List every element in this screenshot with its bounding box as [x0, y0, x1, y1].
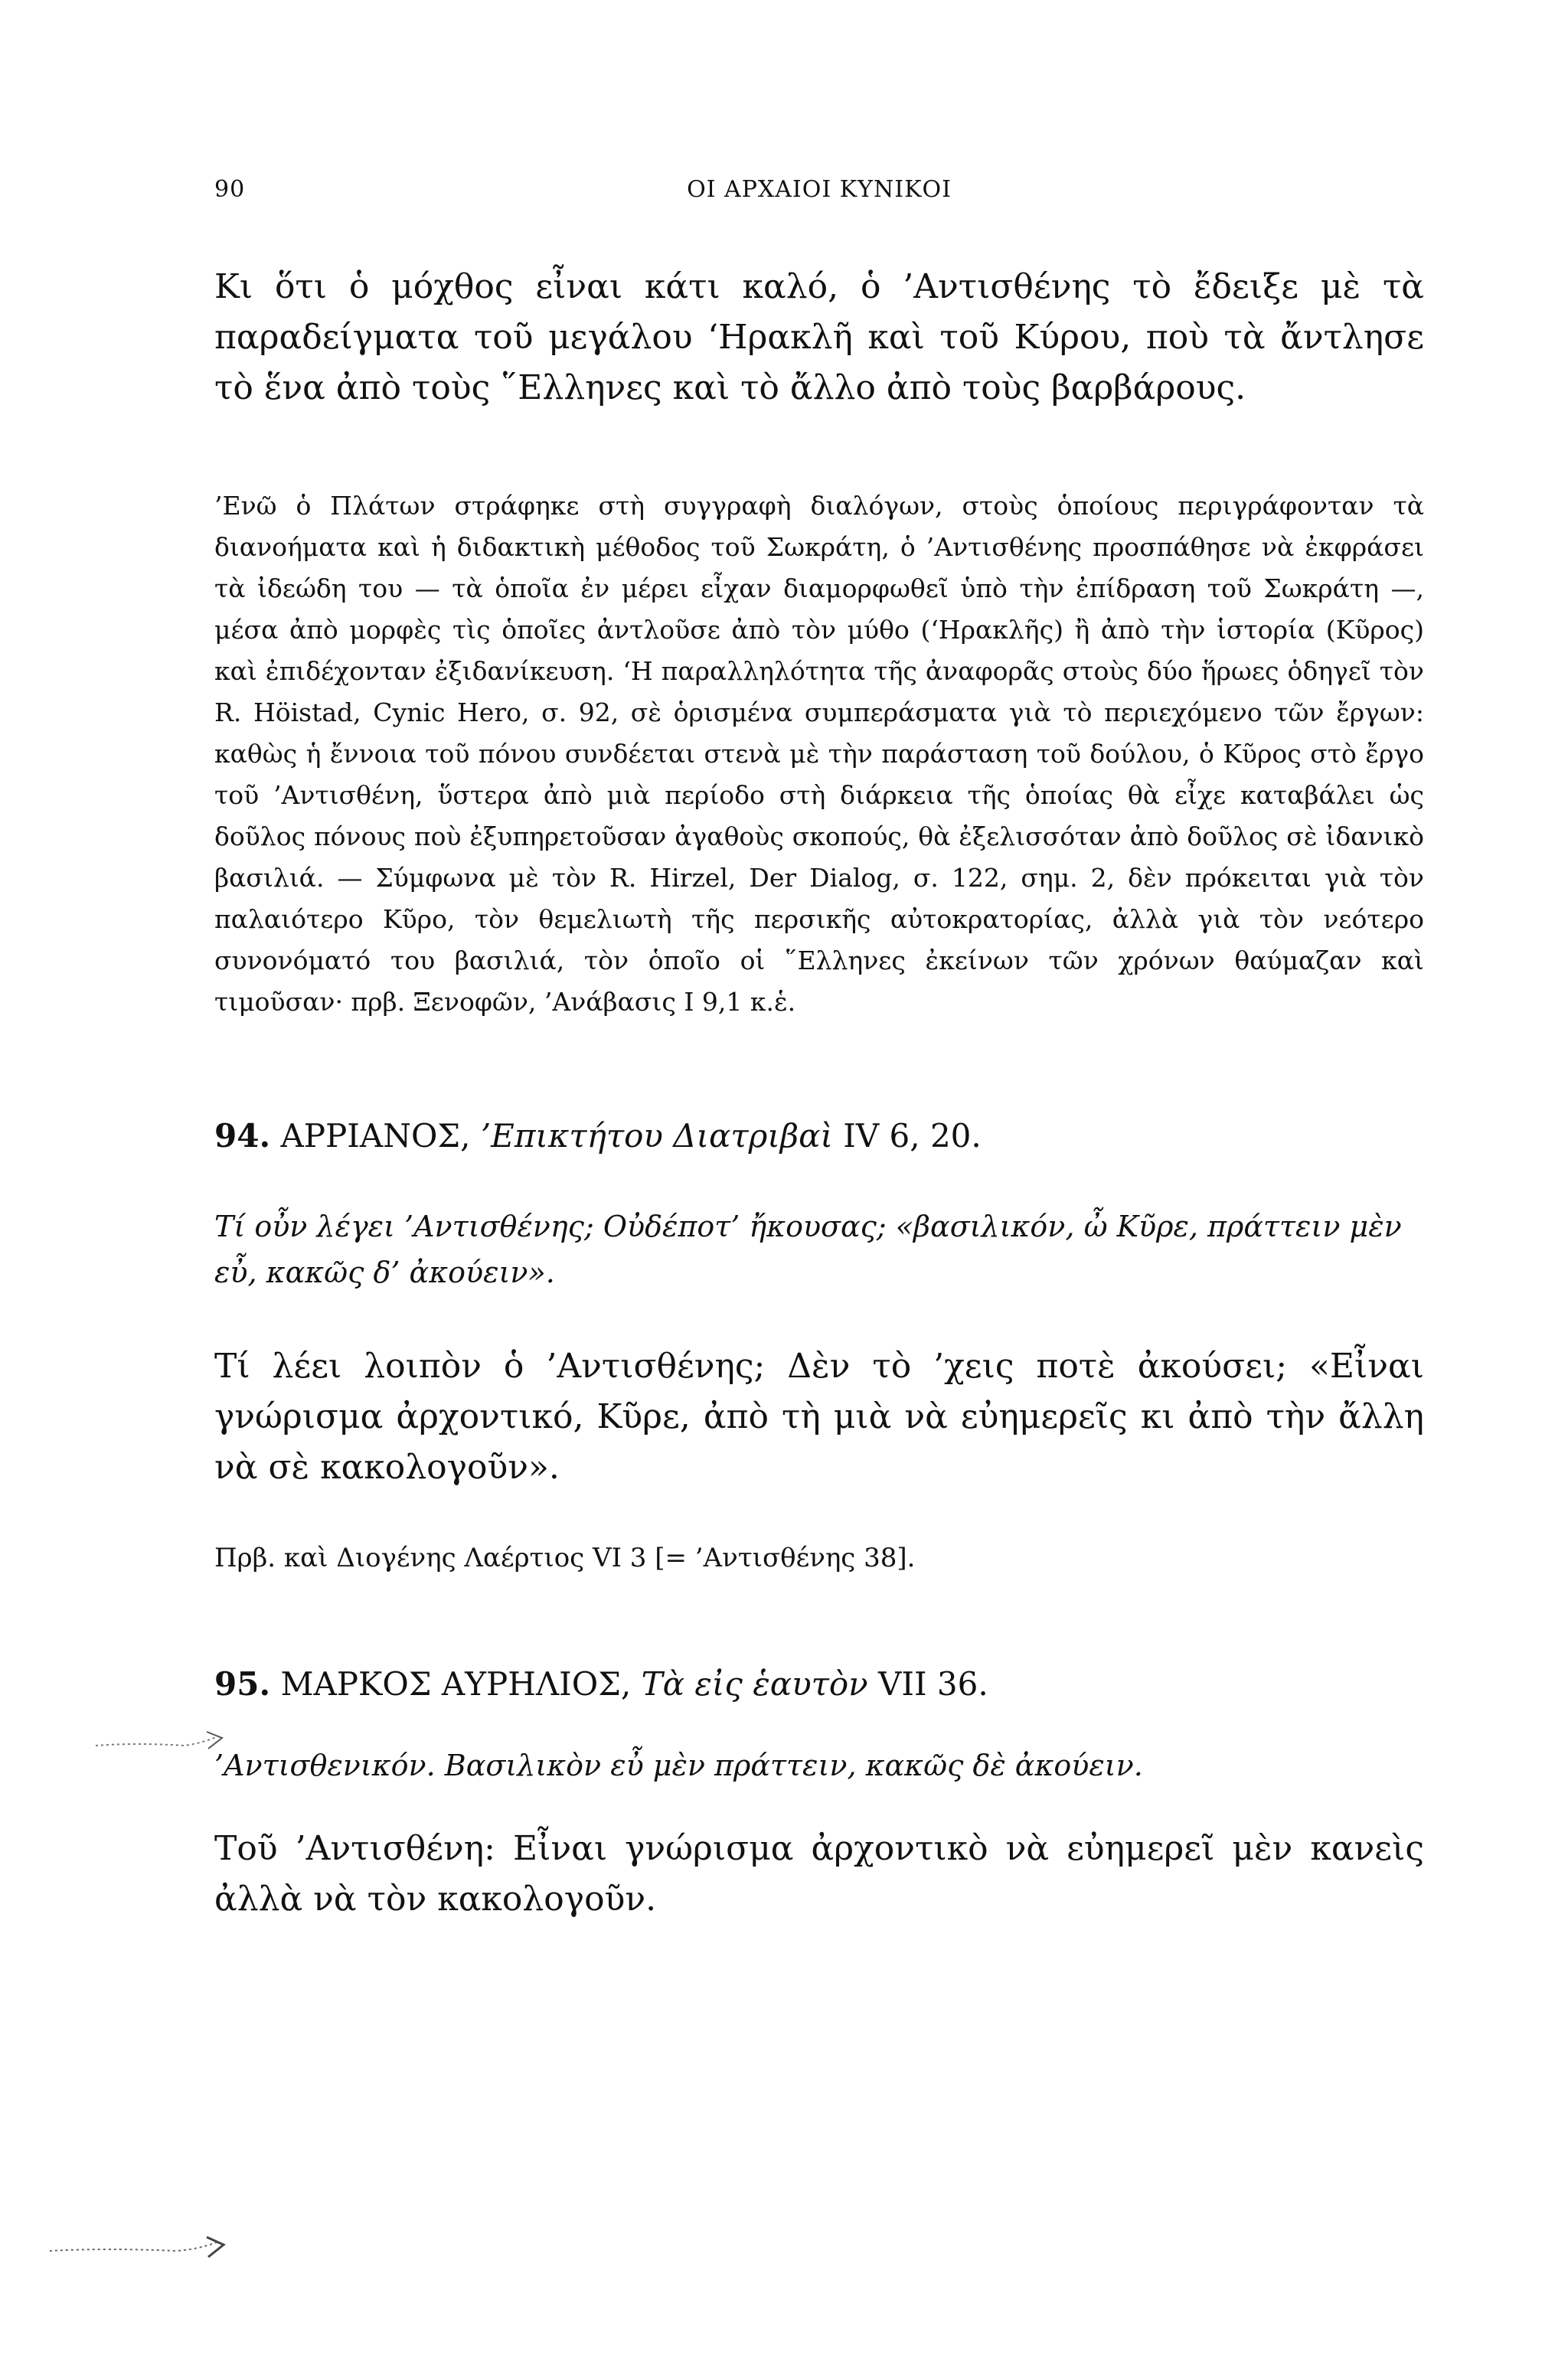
fragment-95-work: Τὰ εἰς ἑαυτὸν	[641, 1665, 868, 1703]
margin-pencil-mark-icon	[92, 1723, 245, 1753]
intro-paragraph: Κι ὅτι ὁ μόχθος εἶναι κάτι καλό, ὁ ’Αντισθένης τὸ ἔδειξε μὲ τὰ παραδείγματα τοῦ μεγάλου ‘Ηρακλῆ καὶ τοῦ Κύρου, ποὺ τὰ ἄντλησε τὸ ἕνα ἀπὸ τοὺς ῞Ελληνες καὶ τὸ ἄλλο ἀπὸ τοὺς βαρβάρους.	[214, 267, 1424, 407]
fragment-94-heading	[214, 1115, 1424, 1158]
margin-pencil-mark-icon	[46, 2228, 199, 2259]
fragment-94-crossref: Πρβ. καὶ Διογένης Λαέρτιος VI 3 [= ’Αντισθένης 38].	[214, 1543, 916, 1573]
page-number: 90	[214, 176, 246, 203]
fragment-95-author: ΜΑΡΚΟΣ ΑΥΡΗΛΙΟΣ,	[280, 1665, 632, 1703]
fragment-95-original: ’Αντισθενικόν. Βασιλικὸν εὖ μὲν πράττειν, κακῶς δὲ ἀκούειν.	[214, 1749, 1143, 1782]
page	[214, 176, 1424, 1925]
running-title: ΟΙ ΑΡΧΑΙΟΙ ΚΥΝΙΚΟΙ	[687, 176, 952, 203]
fragment-94-original: Τί οὖν λέγει ’Αντισθένης; Οὐδέποτ’ ἤκουσας; «βασιλικόν, ὦ Κῦρε, πράττειν μὲν εὖ, κακῶς δ’ ἀκούειν».	[214, 1210, 1402, 1289]
fragment-94-author: ΑΡΡΙΑΝΟΣ,	[280, 1117, 471, 1155]
page-header	[214, 176, 1424, 222]
fragment-95-ref: VII 36.	[878, 1665, 988, 1703]
fragment-94-translation: Τί λέει λοιπὸν ὁ ’Αντισθένης; Δὲν τὸ ’χεις ποτὲ ἀκούσει; «Εἶναι γνώρισμα ἀρχοντικό, Κῦρε, ἀπὸ τὴ μιὰ νὰ εὐημερεῖς κι ἀπὸ τὴν ἄλλη νὰ σὲ κακολογοῦν».	[214, 1347, 1424, 1487]
fragment-95-translation: Τοῦ ’Αντισθένη: Εἶναι γνώρισμα ἀρχοντικὸ νὰ εὐημερεῖ μὲν κανεὶς ἀλλὰ νὰ τὸν κακολογοῦν.	[214, 1829, 1424, 1919]
commentary-note: ’Ενῶ ὁ Πλάτων στράφηκε στὴ συγγραφὴ διαλόγων, στοὺς ὁποίους περιγράφονταν τὰ διανοήματα καὶ ἡ διδακτικὴ μέθοδος τοῦ Σωκράτη, ὁ ’Αντισθένης προσπάθησε νὰ ἐκφράσει τὰ ἰδεώδη του — τὰ ὁποῖα ἐν μέρει εἶχαν διαμορφωθεῖ ὑπὸ τὴν ἐπίδραση τοῦ Σωκράτη —, μέσα ἀπὸ μορφὲς τὶς ὁποῖες ἀντλοῦσε ἀπὸ τὸν μύθο (‘Ηρακλῆς) ἢ ἀπὸ τὴν ἱστορία (Κῦρος) καὶ ἐπιδέχονταν ἐξιδανίκευση. ‘Η παραλληλότητα τῆς ἀναφορᾶς στοὺς δύο ἥρωες ὁδηγεῖ τὸν R. Höistad, Cynic Hero, σ. 92, σὲ ὁρισμένα συμπεράσματα γιὰ τὸ περιεχόμενο τῶν ἔργων: καθὼς ἡ ἔννοια τοῦ πόνου συνδέεται στενὰ μὲ τὴν παράσταση τοῦ δούλου, ὁ Κῦρος στὸ ἔργο τοῦ ’Αντισθένη, ὕστερα ἀπὸ μιὰ περίοδο στὴ διάρκεια τῆς ὁποίας θὰ εἶχε καταβάλει ὡς δοῦλος πόνους ποὺ ἐξυπηρετοῦσαν ἀγαθοὺς σκοπούς, θὰ ἐξελισσόταν ἀπὸ δοῦλος σὲ ἰδανικὸ βασιλιά. — Σύμφωνα μὲ τὸν R. Hirzel, Der Dialog, σ. 122, σημ. 2, δὲν πρόκειται γιὰ τὸν παλαιότερο Κῦρο, τὸν θεμελιωτὴ τῆς περσικῆς αὐτοκρατορίας, ἀλλὰ γιὰ τὸν νεότερο συνονόματό του βασιλιά, τὸν ὁποῖο οἱ ῞Ελληνες ἐκείνων τῶν χρόνων θαύμαζαν καὶ τιμοῦσαν· πρβ. Ξενοφῶν, ’Ανάβασις Ι 9,1 κ.ἑ.	[214, 491, 1424, 1017]
fragment-95-number: 95.	[214, 1665, 271, 1703]
fragment-95-heading	[214, 1663, 1424, 1706]
fragment-94-number: 94.	[214, 1117, 271, 1155]
fragment-94-work: ’Επικτήτου Διατριβαὶ	[480, 1117, 833, 1155]
fragment-94-ref: IV 6, 20.	[843, 1117, 982, 1155]
